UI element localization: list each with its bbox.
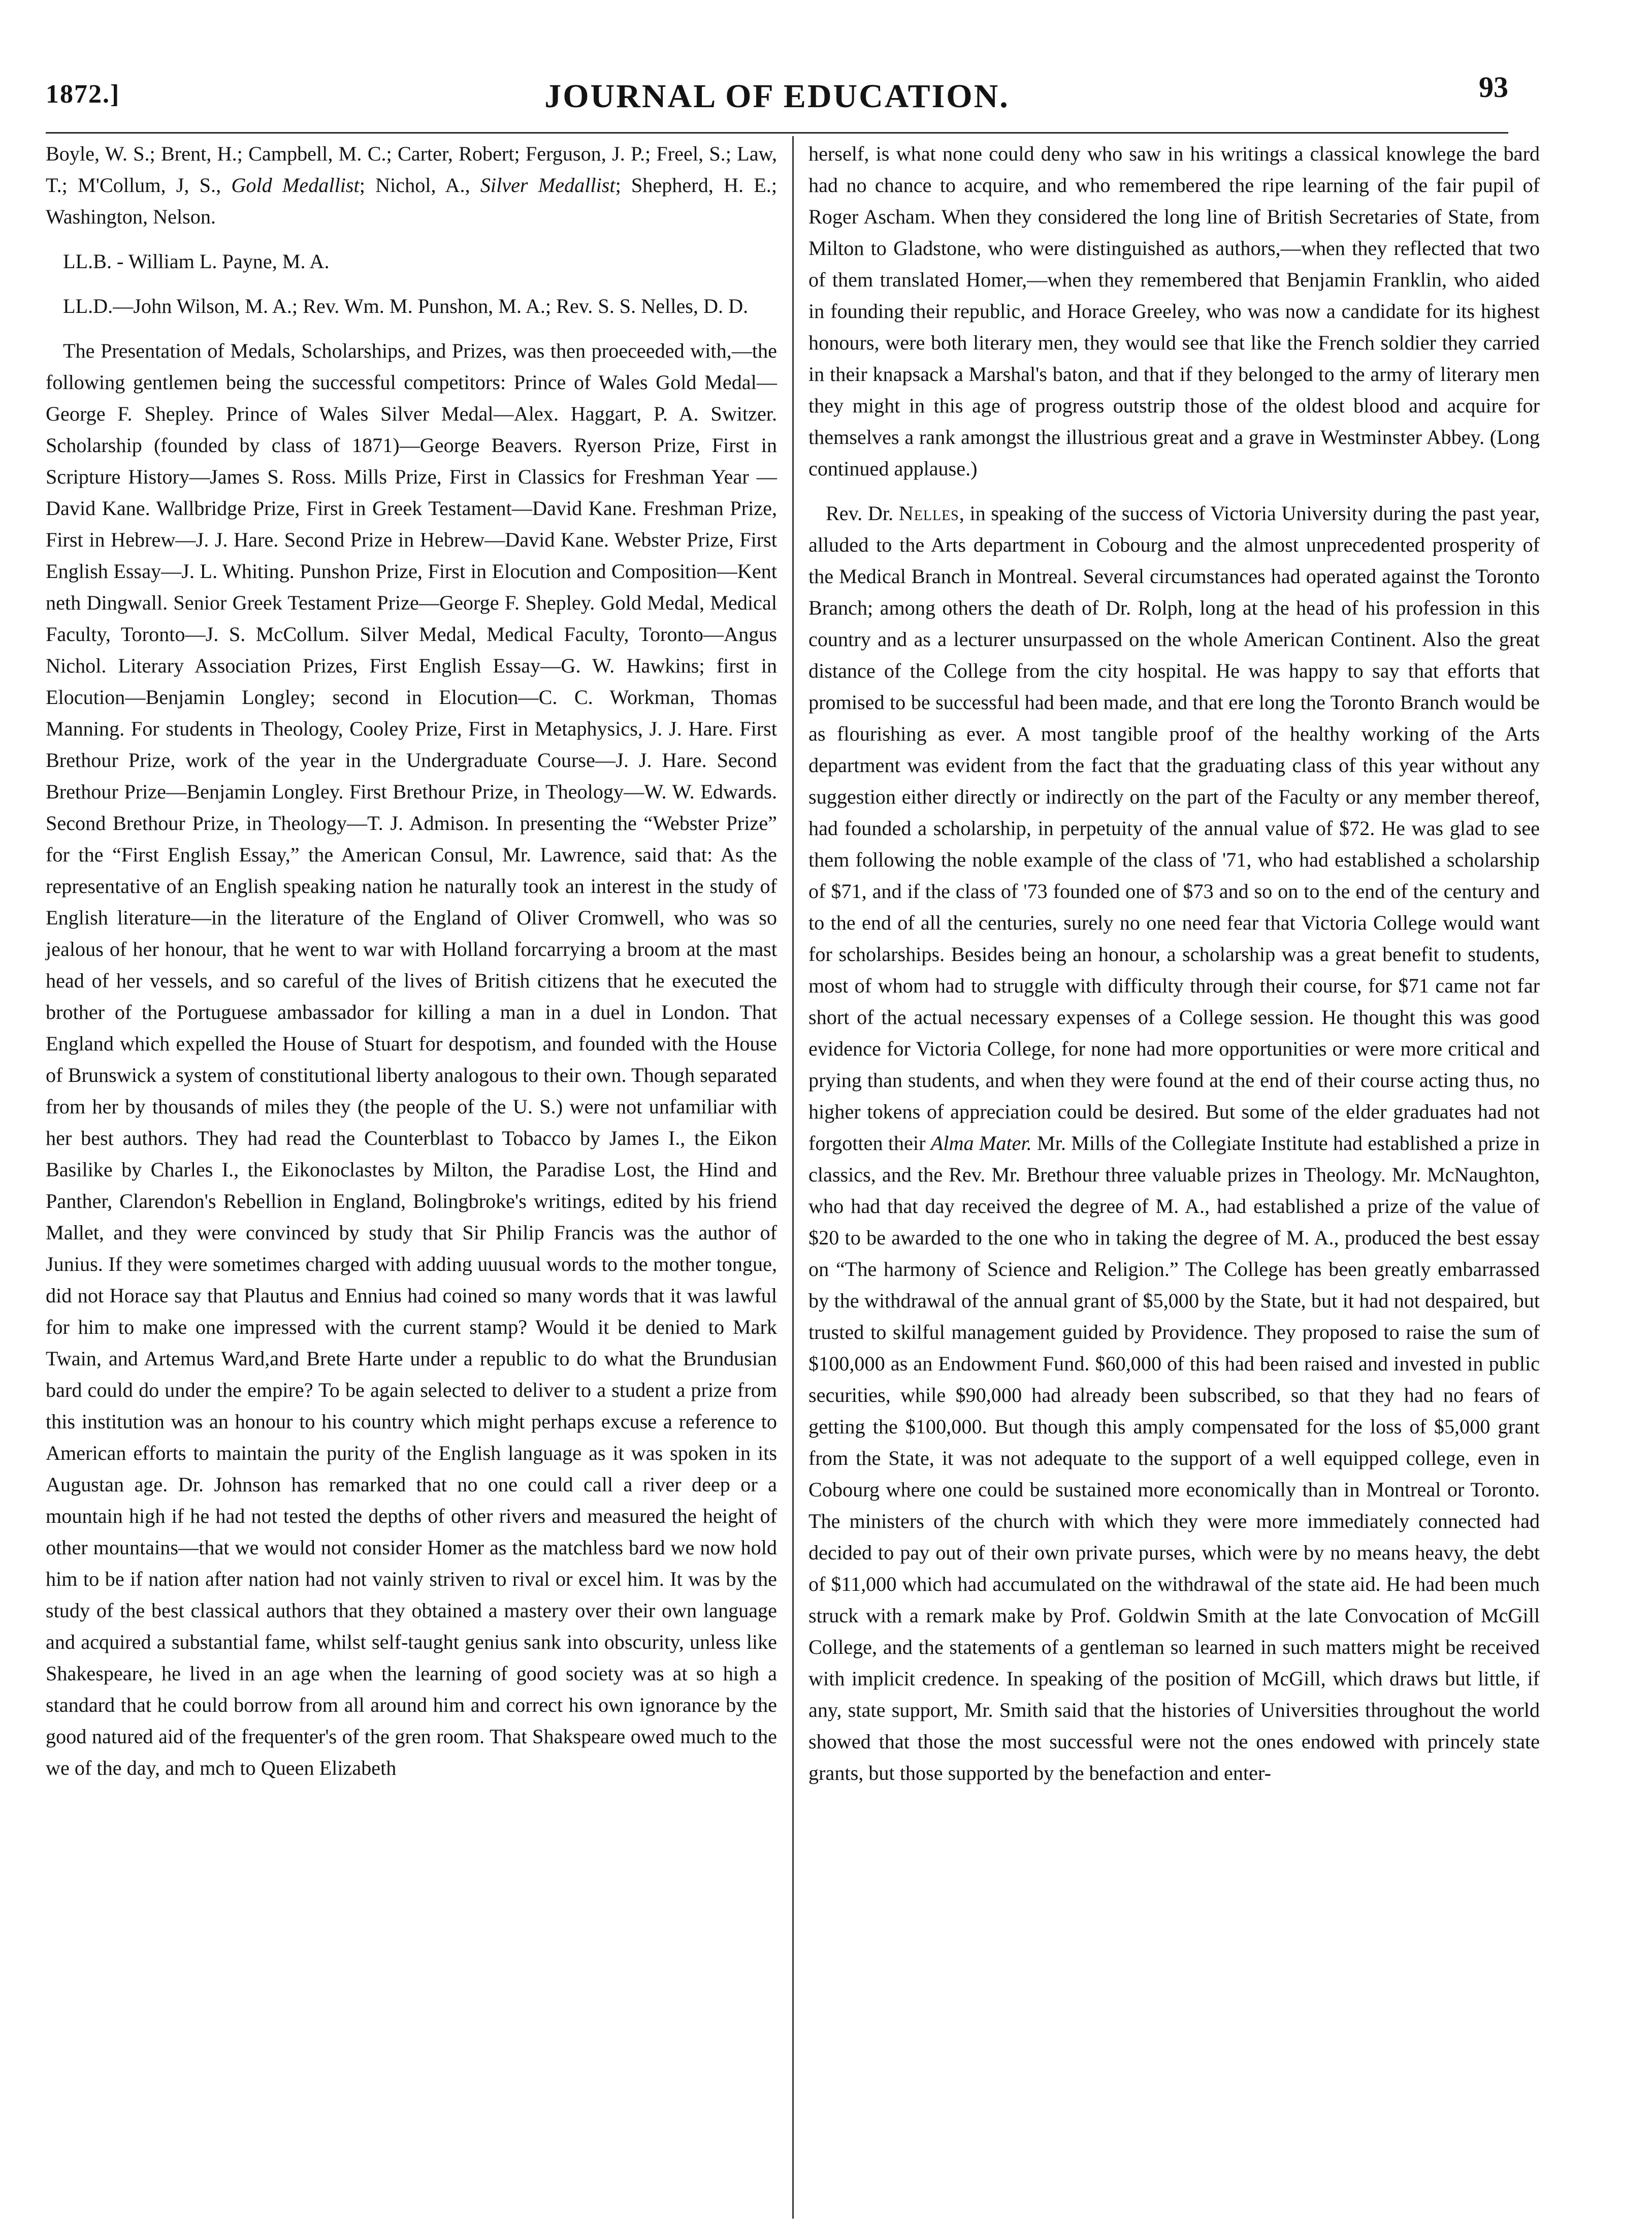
header-year: 1872.] (46, 80, 120, 109)
llb-degree: LL.B. - William L. Payne, M. A. (63, 250, 330, 273)
left-column (46, 138, 777, 1794)
header-rule (46, 132, 1508, 134)
gold-medallist-note: Gold Medallist (231, 174, 360, 197)
page-number: 93 (1479, 71, 1508, 104)
silver-medallist-note: Silver Medallist (480, 174, 616, 197)
lld-degree: LL.D.—John Wilson, M. A.; Rev. Wm. M. Punshon, M. A.; Rev. S. S. Nelles, D. D. (63, 295, 749, 317)
page-header (46, 70, 1508, 126)
alma-mater: Alma Mater. (930, 1132, 1032, 1155)
nelles-address: Rev. Dr. Nelles, in speaking of the success of Victoria University during the past year, alluded to the Arts department in Cobourg and the almost unprecedented prosperity of the Medical Branch in Montreal. Several circumstances had operated against the Toronto Branch; among others the death of Dr. Rolph, long at the head of his profession in this country and as a lecturer unsurpassed on the whole American Continent. Also the great distance of the College from the city hospital. He was happy to say that efforts that promised to be successful had been made, and that ere long the Toronto Branch would be as flourishing as ever. A most tangible proof of the healthy working of the Arts department was evident from the fact that the graduating class of this year without any suggestion either directly or indirectly on the part of the Faculty or any member thereof, had founded a scholarship, in perpetuity of the annual value of $72. He was glad to see them following the noble example of the class of '71, who had established a scholarship of $71, and if the class of '73 founded one of $73 and so on to the end of the century and to the end of all the centuries, surely no one need fear that Victoria College would want for scholarships. Besides being an honour, a scholarship was a great benefit to students, most of whom had to struggle with difficulty through their course, for $71 came not far short of the actual necessary expenses of a College session. He thought this was good evidence for Victoria College, for none had more opportunities or were more critical and prying than students, and when they were found at the end of their course acting thus, no higher tokens of appreciation could be desired. But some of the elder graduates had not forgotten their Alma Mater. Mr. Mills of the Collegiate Institute had established a prize in classics, and the Rev. Mr. Brethour three valuable prizes in Theology. Mr. McNaughton, who had that day received the degree of M. A., had established a prize of the value of $20 to be awarded to the one who in taking the degree of M. A., produced the best essay on “The harmony of Science and Religion.” The College has been greatly embarrassed by the withdrawal of the annual grant of $5,000 by the State, but it had not despaired, but trusted to skilful management guided by Providence. They proposed to raise the sum of $100,000 as an Endowment Fund. $60,000 of this had been raised and invested in public securities, while $90,000 had already been subscribed, so that they had no fears of getting the $100,000. But though this amply compensated for the loss of $5,000 grant from the State, it was not adequate to the support of a well equipped college, even in Cobourg where one could be sustained more economically than in Montreal or Toronto. The ministers of the church with which they were more immediately connected had decided to pay out of their own private purses, which were by no means heavy, the debt of $11,000 which had accumulated on the withdrawal of the state aid. He had been much struck with a remark make by Prof. Goldwin Smith at the late Convocation of McGill College, and the statements of a gentleman so learned in such matters might be received with implicit credence. In speaking of the position of McGill, which draws but little, if any, state support, Mr. Smith said that the histories of Universities throughout the world showed that those the most successful were not the ones endowed with princely state grants, but those supported by the benefaction and enter- (808, 502, 1540, 1784)
lawrence-speech-continued: herself, is what none could deny who saw in his writings a classical knowlege the bard had no chance to acquire, and who remembered the ripe learning of the fair pupil of Roger Ascham. When they considered the long line of British Secretaries of State, from Milton to Gladstone, who were distinguished as authors,—when they reflected that two of them translated Homer,—when they remembered that Benjamin Franklin, who aided in founding their republic, and Horace Greeley, who was now a candidate for its highest honours, were both literary men, they would see that like the French soldier they carried in their knapsack a Marshal's baton, and that if they belonged to the army of literary men they might in this age of progress outstrip those of the oldest blood and acquire for themselves a rank amongst the illustrious great and a grave in Westminster Abbey. (Long continued applause.) (808, 142, 1540, 480)
column-divider (792, 136, 794, 2219)
right-column (808, 138, 1540, 1799)
prizes-paragraph: The Presentation of Medals, Scholarships, and Prizes, was then proeceeded with,—the following gentlemen being the successful competitors: Prince of Wales Gold Medal—George F. Shepley. Prince of Wales Silver Medal—Alex. Haggart, P. A. Switzer. Scholarship (founded by class of 1871)—George Beavers. Ryerson Prize, First in Scripture History—James S. Ross. Mills Prize, First in Classics for Freshman Year —David Kane. Wallbridge Prize, First in Greek Testament—David Kane. Freshman Prize, First in Hebrew—J. J. Hare. Second Prize in Hebrew—David Kane. Webster Prize, First English Essay—J. L. Whiting. Punshon Prize, First in Elocution and Composition—Kent neth Dingwall. Senior Greek Testament Prize—George F. Shepley. Gold Medal, Medical Faculty, Toronto—J. S. McCollum. Silver Medal, Medical Faculty, Toronto—Angus Nichol. Literary Association Prizes, First English Essay—G. W. Hawkins; first in Elocution—Benjamin Longley; second in Elocution—C. C. Workman, Thomas Manning. For students in Theology, Cooley Prize, First in Metaphysics, J. J. Hare. First Brethour Prize, work of the year in the Undergraduate Course—J. J. Hare. Second Brethour Prize—Benjamin Longley. First Brethour Prize, in Theology—W. W. Edwards. Second Brethour Prize, in Theology—T. J. Admison. In presenting the “Webster Prize” for the “First English Essay,” the American Consul, Mr. Lawrence, said that: As the representative of an English speaking nation he naturally took an interest in the study of English literature—in the literature of the England of Oliver Cromwell, who was so jealous of her honour, that he went to war with Holland forcarrying a broom at the mast head of her vessels, and so careful of the lives of British citizens that he executed the brother of the Portuguese ambassador for killing a man in a duel in London. That England which expelled the House of Stuart for despotism, and founded with the House of Brunswick a system of constitutional liberty analogous to their own. Though separated from her by thousands of miles they (the people of the U. S.) were not unfamiliar with her best authors. They had read the Counterblast to Tobacco by James I., the Eikon Basilike by Charles I., the Eikonoclastes by Milton, the Paradise Lost, the Hind and Panther, Clarendon's Rebellion in England, Bolingbroke's writings, edited by his friend Mallet, and they were convinced by study that Sir Philip Francis was the author of Junius. If they were sometimes charged with adding uuusual words to the mother tongue, did not Horace say that Plautus and Ennius had coined so many words that it was lawful for him to make one impressed with the current stamp? Would it be denied to Mark Twain, and Artemus Ward,and Brete Harte under a republic to do what the Brundusian bard could do under the empire? To be again selected to deliver to a student a prize from this institution was an honour to his country which might perhaps excuse a reference to American efforts to maintain the purity of the English language as it was spoken in its Augustan age. Dr. Johnson has remarked that no one could call a river deep or a mountain high if he had not tested the depths of other rivers and measured the height of other mountains—that we would not consider Homer as the matchless bard we now hold him to be if nation after nation had not vainly striven to rival or excel him. It was by the study of the best classical authors that they obtained a mastery over their own language and acquired a substantial fame, whilst self-taught genius sank into obscurity, unless like Shakespeare, he lived in an age when the learning of good society was at so high a standard that he could borrow from all around him and correct his own ignorance by the good natured aid of the frequenter's of the gren room. That Shakspeare owed much to the we of the day, and mch to Queen Elizabeth (46, 339, 777, 1779)
speaker-name: Nelles (898, 502, 959, 525)
degree-recipients-list: Boyle, W. S.; Brent, H.; Campbell, M. C.; Carter, Robert; Ferguson, J. P.; Freel, S.; Law, T.; M'Collum, J, S., Gold Medallist; Nichol, A., Silver Medallist; Shepherd, H. E.; Washington, Nelson. (46, 142, 777, 228)
journal-title: JOURNAL OF EDUCATION. (544, 78, 1010, 115)
